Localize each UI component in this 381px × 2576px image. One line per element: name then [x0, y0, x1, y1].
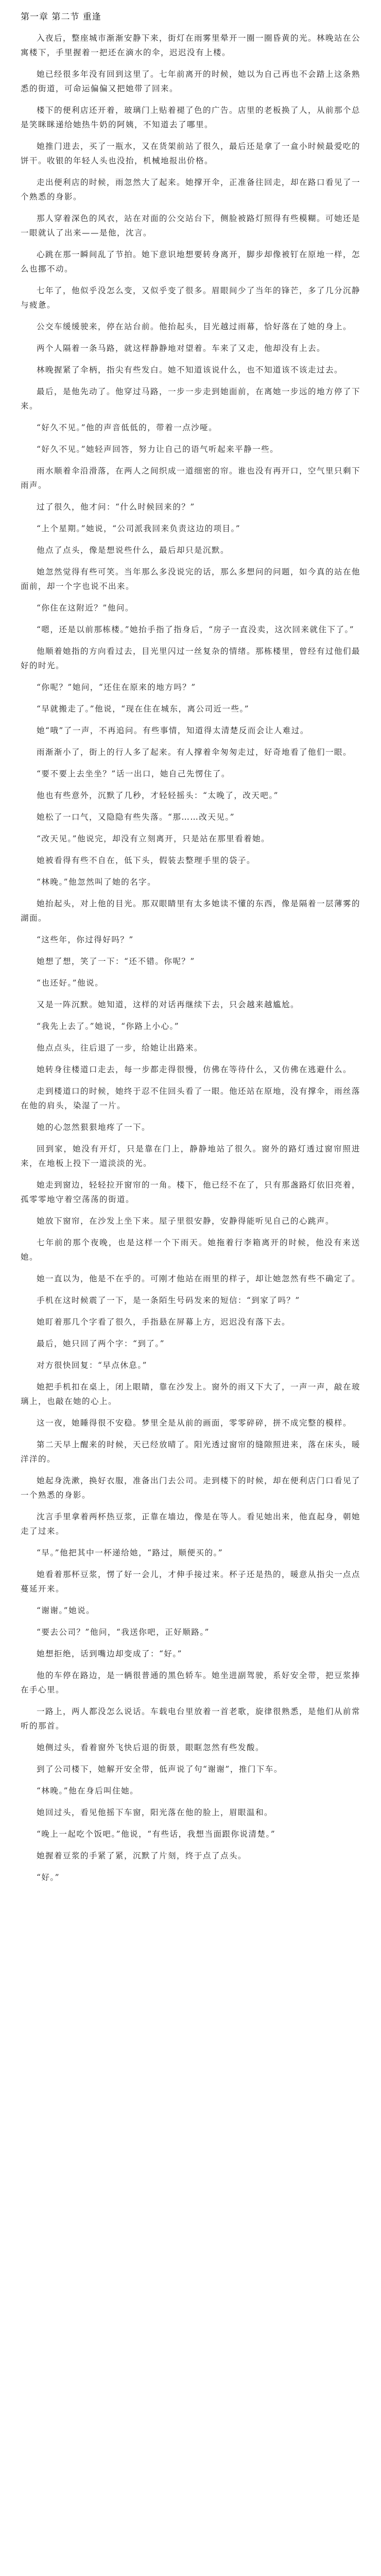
- paragraph: “嗯，还是以前那栋楼。”她抬手指了指身后，“房子一直没卖，这次回来就住下了。”: [37, 625, 355, 634]
- paragraph: 他点点头，往后退了一步，给她让出路来。: [37, 1043, 203, 1053]
- paragraph: 手机在这时候震了一下，是一条陌生号码发来的短信：“到家了吗？”: [37, 1296, 300, 1305]
- paragraph: 她推门进去，买了一瓶水，又在货架前站了很久，最后还是拿了一盒小时候最爱吃的饼干。收银的年轻人头也没抬，机械地报出价格。: [21, 142, 361, 165]
- paragraph: “要不要上去坐坐？”话一出口，她自己先愣住了。: [37, 769, 230, 778]
- paragraph: 楼下的便利店还开着，玻璃门上贴着褪了色的广告。店里的老板换了人，从前那个总是笑眯眯递给她热牛奶的阿姨，不知道去了哪里。: [21, 106, 361, 129]
- paragraph: 她看着那杯豆浆，愣了好一会儿，才伸手接过来。杯子还是热的，暖意从指尖一点点蔓延开来。: [21, 1570, 361, 1594]
- paragraph: 那人穿着深色的风衣，站在对面的公交站台下，侧脸被路灯照得有些模糊。可她还是一眼就认了出来——是他，沈言。: [21, 214, 361, 238]
- paragraph: “谢谢。”她说。: [37, 1606, 95, 1615]
- paragraph: 她“哦”了一声，不再追问。有些事情，知道得太清楚反而会让人难过。: [37, 726, 309, 735]
- paragraph: 她的心忽然狠狠地疼了一下。: [37, 1123, 151, 1132]
- paragraph: 最后，是他先动了。他穿过马路，一步一步走到她面前，在离她一步远的地方停了下来。: [21, 387, 361, 411]
- paragraph: 过了很久，他才问：“什么时候回来的？”: [37, 502, 195, 512]
- paragraph: “你呢？”她问，“还住在原来的地方吗？”: [37, 683, 196, 692]
- paragraph: 雨渐渐小了，街上的行人多了起来。有人撑着伞匆匆走过，好奇地看了他们一眼。: [37, 748, 352, 757]
- paragraph: 雨水顺着伞沿滑落，在两人之间织成一道细密的帘。谁也没有再开口，空气里只剩下雨声。: [21, 466, 361, 490]
- paragraph: “这些年，你过得好吗？”: [37, 935, 134, 944]
- paragraph: 他的车停在路边，是一辆很普通的黑色轿车。她坐进副驾驶，系好安全带，把豆浆捧在手心里。: [21, 1671, 361, 1694]
- paragraph: 他顺着她指的方向看过去，目光里闪过一丝复杂的情绪。那栋楼里，曾经有过他们最好的时光。: [21, 647, 361, 670]
- paragraph: “林晚。”他在身后叫住她。: [37, 1786, 139, 1795]
- paragraph: “上个星期。”她说，“公司派我回来负责这边的项目。”: [37, 524, 241, 533]
- paragraph: 回到家，她没有开灯，只是靠在门上，静静地站了很久。窗外的路灯透过窗帘照进来，在地板上投下一道淡淡的光。: [21, 1144, 360, 1168]
- paragraph: 她抬起头，对上他的目光。那双眼睛里有太多她读不懂的东西，像是隔着一层薄雾的湖面。: [21, 899, 361, 923]
- paragraph: 心跳在那一瞬间乱了节拍。她下意识地想要转身离开，脚步却像被钉在原地一样，怎么也挪不动。: [21, 250, 361, 274]
- paragraph: 七年了，他似乎没怎么变，又似乎变了很多。眉眼间少了当年的锋芒，多了几分沉静与疲惫。: [21, 286, 361, 310]
- paragraph: 她一直以为，他是不在乎的。可刚才他站在雨里的样子，却让她忽然有些不确定了。: [37, 1274, 361, 1283]
- paragraph: 她盯着那几个字看了很久，手指悬在屏幕上方，迟迟没有落下去。: [37, 1317, 291, 1327]
- paragraph: “我先上去了。”她说，“你路上小心。”: [37, 1022, 180, 1031]
- paragraph: “也还好。”他说。: [37, 978, 104, 988]
- chapter-title: 第一章 第二节 重逢: [21, 12, 101, 22]
- paragraph: 走出便利店的时候，雨忽然大了起来。她撑开伞，正准备往回走，却在路口看见了一个熟悉的身影。: [21, 178, 361, 201]
- paragraph: “早就搬走了。”他说，“现在住在城东，离公司近一些。”: [37, 704, 250, 714]
- paragraph: 她侧过头，看着窗外飞快后退的街景，眼眶忽然有些发酸。: [37, 1743, 265, 1752]
- paragraph: 走到楼道口的时候，她终于忍不住回头看了一眼。他还站在原地，没有撑伞，雨丝落在他的肩头，染湿了一片。: [21, 1087, 361, 1110]
- paragraph: 两个人隔着一条马路，就这样静静地对望着。车来了又走，他却没有上去。: [37, 344, 326, 353]
- paragraph: 沈言手里拿着两杯热豆浆，正靠在墙边，像是在等人。看见她出来，他直起身，朝她走了过来。: [21, 1512, 361, 1536]
- paragraph: 又是一阵沉默。她知道，这样的对话再继续下去，只会越来越尴尬。: [37, 1000, 300, 1009]
- paragraph: 她想了想，笑了一下：“还不错。你呢？”: [37, 957, 195, 966]
- paragraph: 她起身洗漱，换好衣服，准备出门去公司。走到楼下的时候，却在便利店门口看见了一个熟悉的身影。: [21, 1476, 361, 1500]
- paragraph: 她回过头，看见他摇下车窗，阳光落在他的脸上，眉眼温和。: [37, 1808, 273, 1817]
- paragraph: 这一夜，她睡得很不安稳。梦里全是从前的画面，零零碎碎，拼不成完整的模样。: [37, 1418, 352, 1428]
- paragraph: “好。”: [37, 1873, 60, 1882]
- paragraph: “林晚。”他忽然叫了她的名字。: [37, 877, 157, 887]
- paragraph: 第二天早上醒来的时候，天已经放晴了。阳光透过窗帘的缝隙照进来，落在床头，暖洋洋的。: [21, 1440, 361, 1464]
- paragraph-list: [21, 31, 360, 1885]
- paragraph: 她想拒绝，话到嘴边却变成了：“好。”: [37, 1649, 183, 1658]
- paragraph: 到了公司楼下，她解开安全带，低声说了句“谢谢”，推门下车。: [37, 1765, 283, 1774]
- paragraph: 她忽然觉得有些可笑。当年那么多没说完的话，那么多想问的问题，如今真的站在他面前，却一个字也说不出来。: [21, 567, 361, 591]
- paragraph: 她把手机扣在桌上，闭上眼睛，靠在沙发上。窗外的雨又下大了，一声一声，敲在玻璃上，也敲在她的心上。: [21, 1382, 361, 1406]
- paragraph: 公交车缓缓驶来，停在站台前。他抬起头，目光越过雨幕，恰好落在了她的身上。: [37, 322, 352, 331]
- paragraph: 他点了点头，像是想说些什么，最后却只是沉默。: [37, 546, 230, 555]
- paragraph: “改天见。”他说完，却没有立刻离开，只是站在那里看着她。: [37, 834, 270, 843]
- paragraph: 对方很快回复：“早点休息。”: [37, 1361, 148, 1370]
- paragraph: “早。”他把其中一杯递给她，“路过，顺便买的。”: [37, 1548, 223, 1557]
- paragraph: 她放下窗帘，在沙发上坐下来。屋子里很安静，安静得能听见自己的心跳声。: [37, 1216, 335, 1226]
- paragraph: 她被看得有些不自在，低下头，假装去整理手里的袋子。: [37, 856, 256, 865]
- paragraph: 他也有些意外，沉默了几秒，才轻轻摇头：“太晚了，改天吧。”: [37, 791, 279, 800]
- paragraph: 她走到窗边，轻轻拉开窗帘的一角。楼下，他已经不在了，只有那盏路灯依旧亮着，孤零零地守着空荡荡的街道。: [21, 1180, 361, 1204]
- paragraph: 林晚握紧了伞柄，指尖有些发白。她不知道该说什么，也不知道该不该走过去。: [37, 365, 343, 375]
- paragraph: 入夜后，整座城市渐渐安静下来，街灯在雨雾里晕开一圈一圈昏黄的光。林晚站在公寓楼下，手里握着一把还在滴水的伞，迟迟没有上楼。: [21, 33, 361, 57]
- paragraph: “好久不见。”他的声音低低的，带着一点沙哑。: [37, 423, 218, 432]
- paragraph: “你住在这附近？”他问。: [37, 603, 134, 613]
- paragraph: “好久不见。”她轻声回答，努力让自己的语气听起来平静一些。: [37, 445, 279, 454]
- paragraph: “要去公司？”他问，“我送你吧，正好顺路。”: [37, 1628, 210, 1637]
- paragraph: 她握着豆浆的手紧了紧，沉默了片刻，终于点了点头。: [37, 1851, 247, 1860]
- paragraph: 她松了一口气，又隐隐有些失落。“那……改天见。”: [37, 812, 235, 822]
- paragraph: 一路上，两人都没怎么说话。车载电台里放着一首老歌，旋律很熟悉，是他们从前常听的那首。: [21, 1707, 361, 1731]
- paragraph: “晚上一起吃个饭吧。”他说，“有些话，我想当面跟你说清楚。”: [37, 1829, 276, 1839]
- paragraph: 七年前的那个夜晚，也是这样一个下雨天。她拖着行李箱离开的时候，他没有来送她。: [21, 1238, 360, 1262]
- paragraph: 她已经很多年没有回到这里了。七年前离开的时候，她以为自己再也不会踏上这条熟悉的街道，可命运偏偏又把她带了回来。: [21, 70, 361, 93]
- paragraph: 她转身往楼道口走去，每一步都走得很慢，仿佛在等待什么，又仿佛在逃避什么。: [37, 1065, 352, 1074]
- paragraph: 最后，她只回了两个字：“到了。”: [37, 1339, 165, 1348]
- chapter-content: [21, 10, 360, 1885]
